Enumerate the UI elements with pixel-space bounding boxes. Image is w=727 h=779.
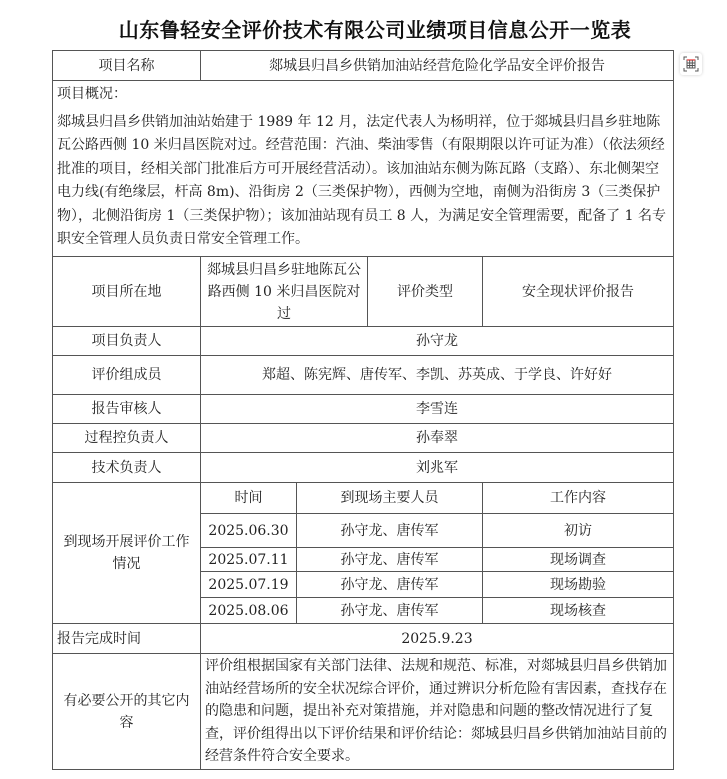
site-date: 2025.08.06 bbox=[201, 598, 297, 624]
overview-row bbox=[53, 81, 674, 257]
reviewer-row bbox=[53, 395, 674, 424]
site-date: 2025.07.19 bbox=[201, 572, 297, 598]
process-label: 过程控负责人 bbox=[53, 424, 201, 453]
site-label: 到现场开展评价工作情况 bbox=[53, 483, 201, 624]
process-row bbox=[53, 424, 674, 453]
site-date: 2025.06.30 bbox=[201, 514, 297, 548]
site-people: 孙守龙、唐传军 bbox=[297, 572, 483, 598]
eval-type-value: 安全现状评价报告 bbox=[483, 257, 674, 327]
tech-row bbox=[53, 453, 674, 483]
leader-value: 孙守龙 bbox=[201, 327, 674, 356]
leader-row bbox=[53, 327, 674, 356]
project-name-value: 郯城县归昌乡供销加油站经营危险化学品安全评价报告 bbox=[201, 51, 674, 81]
table-extract-button[interactable] bbox=[680, 53, 702, 75]
site-work: 现场勘验 bbox=[483, 572, 674, 598]
members-value: 郑超、陈宪辉、唐传军、李凯、苏英成、于学良、许好好 bbox=[201, 356, 674, 395]
site-header-row bbox=[53, 483, 674, 514]
tech-label: 技术负责人 bbox=[53, 453, 201, 483]
reviewer-value: 李雪连 bbox=[201, 395, 674, 424]
site-header-work: 工作内容 bbox=[483, 483, 674, 514]
overview-cell bbox=[53, 81, 674, 257]
location-value: 郯城县归昌乡驻地陈瓦公路西侧 10 米归昌医院对过 bbox=[201, 257, 368, 327]
overview-label: 项目概况： bbox=[57, 86, 127, 102]
site-people: 孙守龙、唐传军 bbox=[297, 514, 483, 548]
completion-row bbox=[53, 624, 674, 654]
other-text: 评价组根据国家有关部门法律、法规和规范、标准，对郯城县归昌乡供销加油站经营场所的安全状况综合评价，通过辨识分析危险有害因素，查找存在的隐患和问题，提出补充对策措施，并对隐患和问题的整改情况进行了复查，评价组得出以下评价结果和评价结论：郯城县归昌乡供销加油站目前的经营条件符合安全要求。 bbox=[201, 654, 674, 770]
eval-type-label: 评价类型 bbox=[368, 257, 483, 327]
overview-text: 郯城县归昌乡供销加油站始建于 1989 年 12 月，法定代表人为杨明祥，位于郯城县归昌乡驻地陈瓦公路西侧 10 米归昌医院对过。经营范围：汽油、柴油零售（有限期限以许可证为准）（依法须经批准的项目，经相关部门批准后方可开展经营活动）。该加油站东侧为陈瓦路（支路）、东北侧架空电力线(有绝缘层，杆高 8m)、沿街房 2（三类保护物），西侧为空地，南侧为沿街房 3（三类保护物），北侧沿街房 1（三类保护物）；该加油站现有员工 8 人，为满足安全管理需要，配备了 1 名专职安全管理人员负责日常安全管理工作。 bbox=[57, 113, 666, 247]
other-row bbox=[53, 654, 674, 770]
completion-value: 2025.9.23 bbox=[201, 624, 674, 654]
site-work: 初访 bbox=[483, 514, 674, 548]
site-people: 孙守龙、唐传军 bbox=[297, 598, 483, 624]
leader-label: 项目负责人 bbox=[53, 327, 201, 356]
other-label: 有必要公开的其它内容 bbox=[53, 654, 201, 770]
project-name-row bbox=[53, 51, 674, 81]
members-row bbox=[53, 356, 674, 395]
site-work: 现场核查 bbox=[483, 598, 674, 624]
project-name-label: 项目名称 bbox=[53, 51, 201, 81]
site-people: 孙守龙、唐传军 bbox=[297, 548, 483, 572]
site-work: 现场调查 bbox=[483, 548, 674, 572]
location-label: 项目所在地 bbox=[53, 257, 201, 327]
site-header-date: 时间 bbox=[201, 483, 297, 514]
process-value: 孙奉翠 bbox=[201, 424, 674, 453]
completion-label: 报告完成时间 bbox=[53, 624, 201, 654]
location-row bbox=[53, 257, 674, 327]
project-info-table bbox=[52, 50, 674, 770]
members-label: 评价组成员 bbox=[53, 356, 201, 395]
site-date: 2025.07.11 bbox=[201, 548, 297, 572]
table-icon bbox=[683, 56, 699, 72]
tech-value: 刘兆军 bbox=[201, 453, 674, 483]
site-header-people: 到现场主要人员 bbox=[297, 483, 483, 514]
reviewer-label: 报告审核人 bbox=[53, 395, 201, 424]
page-title: 山东鲁轻安全评价技术有限公司业绩项目信息公开一览表 bbox=[118, 18, 632, 42]
